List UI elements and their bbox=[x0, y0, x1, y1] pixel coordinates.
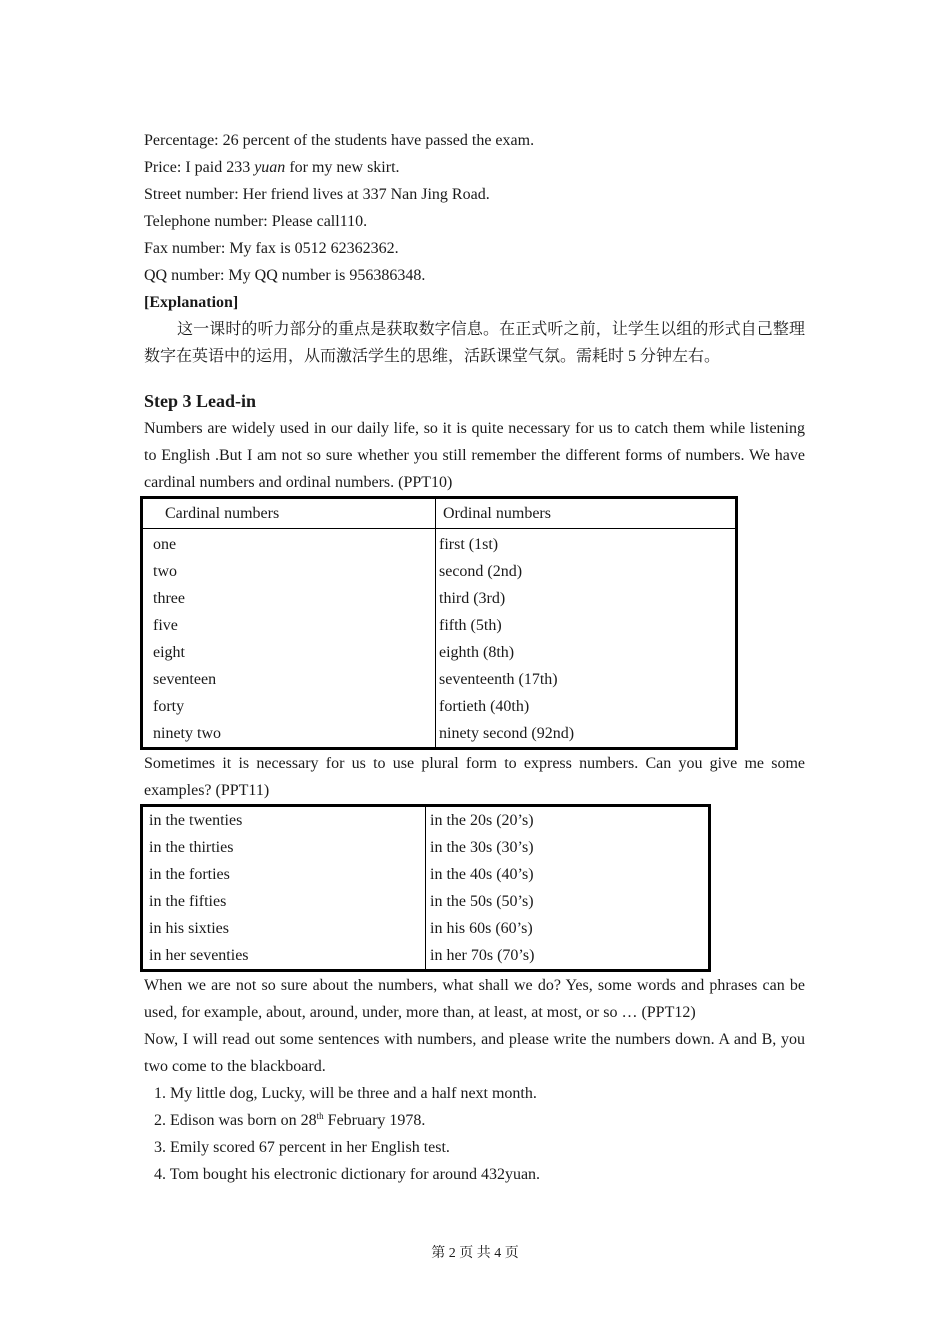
table-row bbox=[142, 720, 737, 749]
dictation-paragraph: Now, I will read out some sentences with numbers, and please write the numbers down. A and B, you two come to the blackboard. bbox=[144, 1031, 805, 1075]
cardinal-cell: eight bbox=[142, 639, 436, 666]
ordinal-cell: second (2nd) bbox=[439, 563, 523, 580]
explanation-text: 这一课时的听力部分的重点是获取数字信息。在正式听之前，让学生以组的形式自己整理数字在英语中的运用，从而激活学生的思维，活跃课堂气氛。需耗时 5 分钟左右。 bbox=[144, 321, 805, 365]
plural-number-cell: in the 50s (50’s) bbox=[430, 893, 534, 910]
plural-word-cell: in the twenties bbox=[142, 806, 426, 835]
explanation-label: [Explanation] bbox=[144, 294, 239, 311]
ordinal-cell: third (3rd) bbox=[439, 590, 506, 607]
example-percentage: Percentage: 26 percent of the students have passed the exam. bbox=[144, 132, 535, 149]
plural-number-cell: in the 20s (20’s) bbox=[430, 812, 534, 829]
table-row bbox=[142, 861, 710, 888]
table-row bbox=[142, 666, 737, 693]
sentence-2-pre: 2. Edison was born on 28 bbox=[154, 1112, 317, 1129]
ordinal-cell: seventeenth (17th) bbox=[439, 671, 558, 688]
example-qq: QQ number: My QQ number is 956386348. bbox=[144, 267, 426, 284]
example-street: Street number: Her friend lives at 337 Nan Jing Road. bbox=[144, 186, 490, 203]
cardinal-cell: one bbox=[142, 529, 436, 559]
document-body bbox=[144, 127, 805, 1188]
plural-word-cell: in the fifties bbox=[142, 888, 426, 915]
plural-number-cell: in her 70s (70’s) bbox=[430, 947, 535, 964]
example-price-pre: Price: I paid 233 bbox=[144, 159, 255, 176]
sentence-3: 3. Emily scored 67 percent in her English test. bbox=[154, 1139, 450, 1156]
ordinal-cell: first (1st) bbox=[439, 536, 499, 553]
cardinal-cell: forty bbox=[142, 693, 436, 720]
plural-number-cell: in the 30s (30’s) bbox=[430, 839, 534, 856]
cardinal-cell: two bbox=[142, 558, 436, 585]
example-fax: Fax number: My fax is 0512 62362362. bbox=[144, 240, 399, 257]
cardinal-ordinal-table bbox=[140, 496, 738, 750]
sentence-1: 1. My little dog, Lucky, will be three and a half next month. bbox=[154, 1085, 537, 1102]
cardinal-cell: seventeen bbox=[142, 666, 436, 693]
table-row bbox=[142, 888, 710, 915]
table-row bbox=[142, 834, 710, 861]
plural-word-cell: in her seventies bbox=[142, 942, 426, 971]
sentence-2 bbox=[144, 1107, 805, 1134]
footer-pre: 第 bbox=[431, 1246, 449, 1261]
footer-page-number: 2 bbox=[448, 1246, 456, 1261]
table-row bbox=[142, 612, 737, 639]
ordinal-cell: eighth (8th) bbox=[439, 644, 515, 661]
table-row bbox=[142, 915, 710, 942]
table-row bbox=[142, 529, 737, 559]
ordinal-cell: fifth (5th) bbox=[439, 617, 502, 634]
approx-paragraph: When we are not so sure about the numbers, what shall we do? Yes, some words and phrases can be used, for example, about, around, under, more than, at least, at most, or so … (PPT12) bbox=[144, 977, 805, 1021]
page-footer bbox=[0, 1244, 950, 1264]
sentence-2-post: February 1978. bbox=[323, 1112, 426, 1129]
ordinal-cell: fortieth (40th) bbox=[439, 698, 530, 715]
sentence-2-sup: th bbox=[316, 1111, 324, 1121]
plural-number-cell: in the 40s (40’s) bbox=[430, 866, 534, 883]
cardinal-cell: three bbox=[142, 585, 436, 612]
table-header-row bbox=[142, 498, 737, 529]
header-ordinal: Ordinal numbers bbox=[436, 498, 737, 529]
cardinal-cell: ninety two bbox=[142, 720, 436, 749]
table-row bbox=[142, 693, 737, 720]
header-cardinal: Cardinal numbers bbox=[142, 498, 436, 529]
plural-number-cell: in his 60s (60’s) bbox=[430, 920, 533, 937]
table-row bbox=[142, 585, 737, 612]
example-price-post: for my new skirt. bbox=[285, 159, 400, 176]
table-row bbox=[142, 639, 737, 666]
footer-total-pages: 4 bbox=[494, 1246, 502, 1261]
ordinal-cell: ninety second (92nd) bbox=[439, 725, 575, 742]
plural-intro: Sometimes it is necessary for us to use plural form to express numbers. Can you give me some examples? (PPT11) bbox=[144, 755, 805, 799]
plural-table bbox=[140, 804, 711, 972]
footer-post: 页 bbox=[501, 1246, 519, 1261]
plural-word-cell: in the forties bbox=[142, 861, 426, 888]
example-price-italic: yuan bbox=[254, 159, 286, 176]
sentence-4: 4. Tom bought his electronic dictionary for around 432yuan. bbox=[154, 1166, 541, 1183]
table-row bbox=[142, 806, 710, 835]
step3-heading: Step 3 Lead-in bbox=[144, 391, 257, 411]
plural-word-cell: in the thirties bbox=[142, 834, 426, 861]
footer-mid: 页 共 bbox=[455, 1246, 495, 1261]
table-row bbox=[142, 942, 710, 971]
example-price bbox=[144, 154, 805, 181]
example-telephone: Telephone number: Please call110. bbox=[144, 213, 368, 230]
table-row bbox=[142, 558, 737, 585]
cardinal-cell: five bbox=[142, 612, 436, 639]
plural-word-cell: in his sixties bbox=[142, 915, 426, 942]
step3-intro: Numbers are widely used in our daily life, so it is quite necessary for us to catch them while listening to English .But I am not so sure whether you still remember the different forms of numbers. We have cardinal numbers and ordinal numbers. (PPT10) bbox=[144, 420, 805, 491]
